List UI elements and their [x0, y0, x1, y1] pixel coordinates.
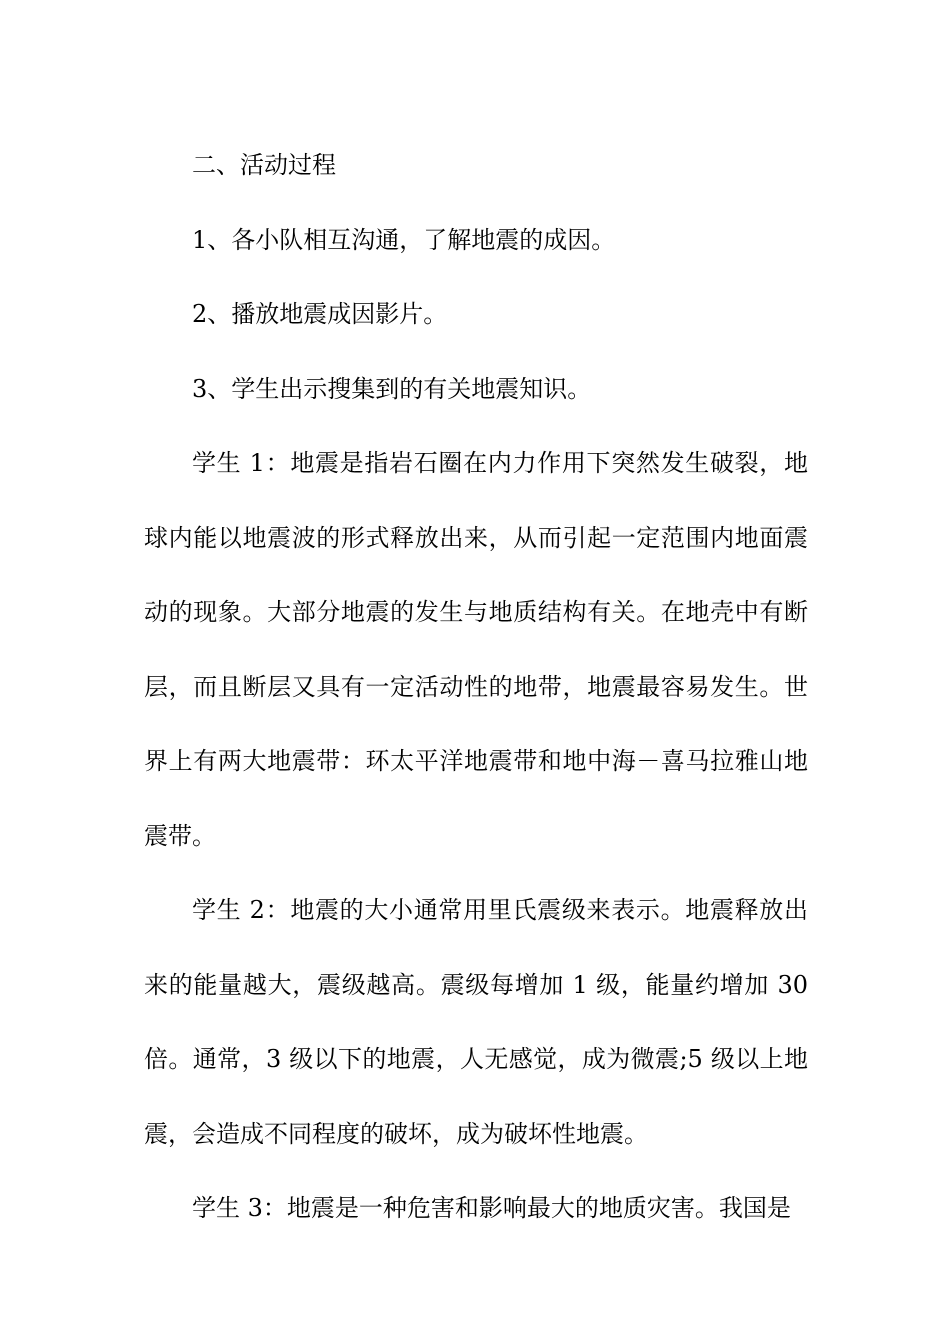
activity-step-1: 1、各小队相互沟通，了解地震的成因。	[192, 225, 616, 254]
student-2-paragraph: 学生 2：地震的大小通常用里氏震级来表示。地震释放出来的能量越大，震级越高。震级每增加 1 级，能量约增加 30 倍。通常，3 级以下的地震，人无感觉，成为微震;5 级以上地震，会造成不同程度的破坏，成为破坏性地震。	[144, 896, 808, 1148]
activity-step-3: 3、学生出示搜集到的有关地震知识。	[192, 374, 592, 403]
section-heading: 二、活动过程	[192, 151, 336, 179]
student-3-paragraph: 学生 3：地震是一种危害和影响最大的地质灾害。我国是	[192, 1194, 791, 1222]
student-1-paragraph: 学生 1：地震是指岩石圈在内力作用下突然发生破裂，地球内能以地震波的形式释放出来，从而引起一定范围内地面震动的现象。大部分地震的发生与地质结构有关。在地壳中有断层，而且断层又具有一定活动性的地带，地震最容易发生。世界上有两大地震带：环太平洋地震带和地中海－喜马拉雅山地震带。	[144, 449, 808, 850]
activity-step-2: 2、播放地震成因影片。	[192, 300, 448, 328]
document-body	[144, 128, 808, 1246]
